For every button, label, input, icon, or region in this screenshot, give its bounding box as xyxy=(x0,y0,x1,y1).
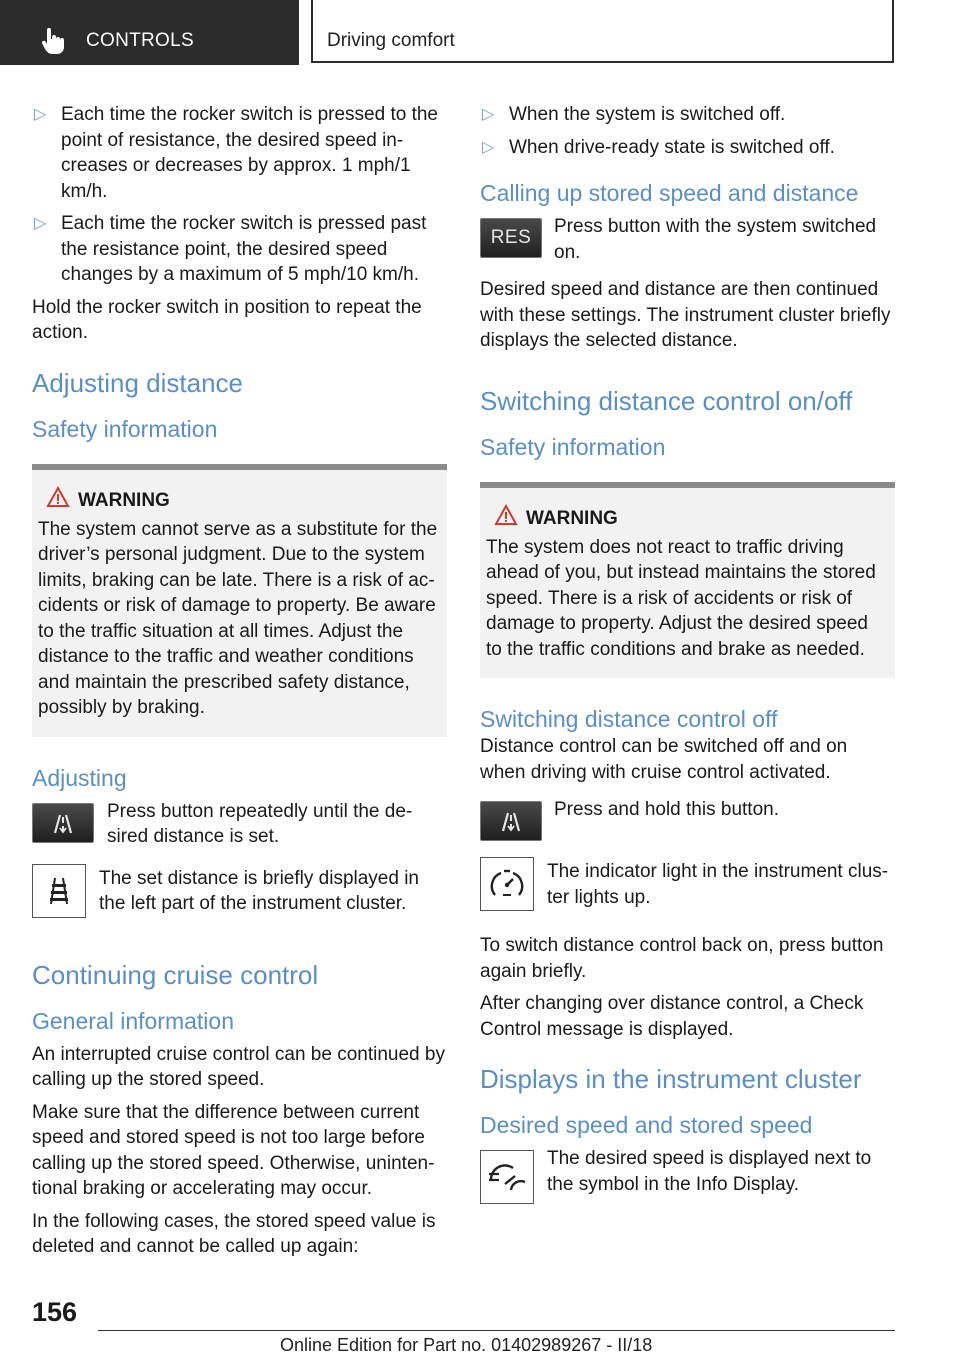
press-hold-text: Press and hold this button. xyxy=(554,799,779,820)
desired-speed-row xyxy=(480,1146,895,1204)
warning-box xyxy=(480,482,895,679)
list-item: ▷ Each time the rocker switch is pressed to the point of resistance, the desired speed in-creases or decreases by approx. 1 mph/1 km/h. xyxy=(34,104,438,202)
footer-edition: Online Edition for Part no. 01402989267 - II/18 xyxy=(280,1335,653,1355)
distance-button-icon xyxy=(480,801,542,841)
heading-safety-information: Safety information xyxy=(480,433,666,460)
heading-desired-speed: Desired speed and stored speed xyxy=(480,1112,813,1138)
warning-triangle-icon xyxy=(46,486,70,508)
list-item: ▷ When the system is switched off. xyxy=(480,102,895,128)
chapter-tab xyxy=(311,0,894,63)
distance-display-text: The set distance is briefly displayed in the left part of the instrument cluster. xyxy=(99,867,419,914)
footer-divider xyxy=(98,1330,895,1331)
desired-speed-icon xyxy=(480,1150,534,1204)
hand-pointer-icon xyxy=(38,26,68,56)
warning-text: The system cannot serve as a substitute for the driver’s personal judgment. Due to the system limits, braking can be late. There is a risk of ac-cidents or risk of damage to property. Be aware to the traffic situation at all times. Adjust the distance to the traffic and weather conditions and maintain the prescribed safety distance, possibly by braking. xyxy=(38,518,438,718)
heading-safety-information: Safety information xyxy=(32,415,218,442)
chapter-label: Driving comfort xyxy=(327,30,455,51)
section-tab xyxy=(0,0,299,65)
heading-switching-off: Switching distance control off xyxy=(480,706,778,732)
triangle-bullet-icon: ▷ xyxy=(34,106,47,123)
paragraph: Distance control can be switched off and on when driving with cruise control activated. xyxy=(480,736,848,783)
heading-adjusting-distance: Adjusting distance xyxy=(32,367,244,398)
res-button-icon: RES xyxy=(480,218,542,258)
heading-switching-distance-control: Switching distance control on/off xyxy=(480,385,853,416)
desired-speed-text: The desired speed is displayed next to the symbol in the Info Display. xyxy=(547,1148,872,1195)
paragraph: To switch distance control back on, press button again briefly. xyxy=(480,935,884,982)
triangle-bullet-icon: ▷ xyxy=(482,138,495,156)
paragraph: After changing over distance control, a Check Control message is displayed. xyxy=(480,993,864,1040)
paragraph: Hold the rocker switch in position to repeat the action. xyxy=(32,296,422,343)
heading-displays: Displays in the instrument cluster xyxy=(480,1064,862,1094)
warning-triangle-icon xyxy=(494,504,518,526)
warning-title: WARNING xyxy=(526,506,889,531)
warning-title: WARNING xyxy=(78,488,441,513)
res-text: Press button with the system switched on. xyxy=(554,216,877,263)
cruise-indicator-icon xyxy=(480,857,534,911)
heading-calling-up: Calling up stored speed and distance xyxy=(480,180,859,206)
right-column xyxy=(480,102,895,1216)
paragraph: Make sure that the difference between current speed and stored speed is not too large before calling up the stored speed. Otherwise, uninten-tional braking or accelerating may occur. xyxy=(32,1101,435,1199)
distance-display-row xyxy=(32,866,447,928)
heading-adjusting: Adjusting xyxy=(32,764,127,791)
triangle-bullet-icon: ▷ xyxy=(482,106,495,123)
left-column xyxy=(32,102,447,1267)
res-row xyxy=(480,214,895,265)
list-item: ▷ When drive-ready state is switched off. xyxy=(480,135,895,161)
list-item: ▷ Each time the rocker switch is pressed past the resistance point, the desired speed changes by a maximum of 5 mph/10 km/h. xyxy=(34,213,427,285)
heading-general-information: General information xyxy=(32,1007,234,1034)
heading-continuing-cruise-control: Continuing cruise control xyxy=(32,959,319,990)
paragraph: In the following cases, the stored speed value is deleted and cannot be called up again: xyxy=(32,1210,436,1257)
indicator-text: The indicator light in the instrument clus-ter lights up. xyxy=(547,861,889,908)
paragraph: Desired speed and distance are then continued with these settings. The instrument cluster briefly displays the selected distance. xyxy=(480,279,891,351)
warning-box xyxy=(32,464,447,737)
warning-text: The system does not react to traffic driving ahead of you, but instead maintains the stored speed. There is a risk of accidents or risk of damage to property. Adjust the desired speed to the traffic conditions and brake as needed. xyxy=(486,536,876,660)
distance-button-icon xyxy=(32,803,94,843)
adjust-row xyxy=(32,799,447,850)
adjust-text: Press button repeatedly until the de-sired distance is set. xyxy=(107,800,413,847)
triangle-bullet-icon: ▷ xyxy=(34,215,47,232)
indicator-row xyxy=(480,859,895,921)
page-number: 156 xyxy=(32,1297,78,1327)
press-hold-row xyxy=(480,797,895,847)
distance-bars-icon xyxy=(32,864,86,918)
paragraph: An interrupted cruise control can be continued by calling up the stored speed. xyxy=(32,1043,445,1090)
section-label: CONTROLS xyxy=(86,30,194,51)
